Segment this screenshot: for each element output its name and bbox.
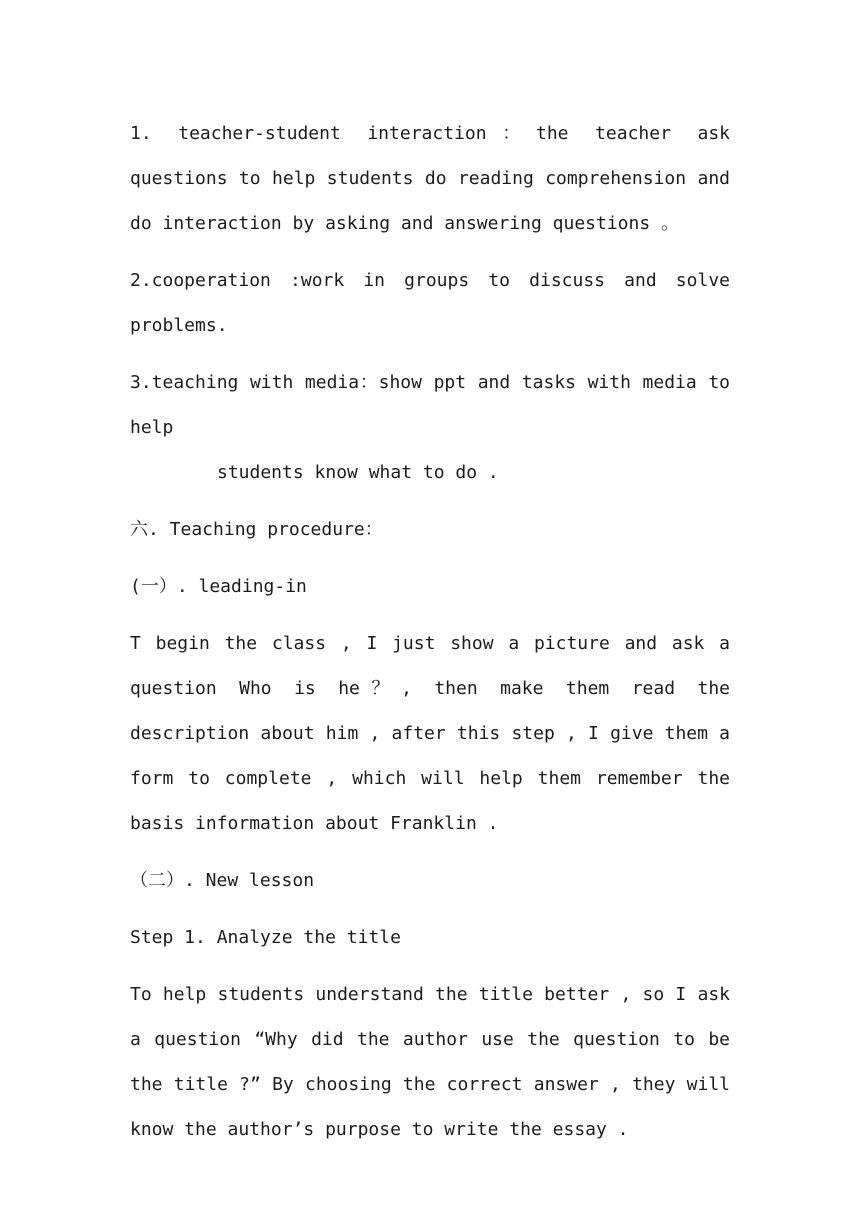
subsection-heading-new-lesson: （二）. New lesson <box>130 870 315 891</box>
paragraph-teaching-with-media: 3.teaching with media：show ppt and tasks with media to help <box>130 372 730 438</box>
paragraph-cooperation: 2.cooperation :work in groups to discuss and solve problems. <box>130 270 730 336</box>
indented-line: students know what to do . <box>217 462 499 483</box>
section-heading-teaching-procedure: 六. Teaching procedure： <box>130 519 383 540</box>
subsection-heading-leading-in: (一）. leading-in <box>130 576 307 597</box>
paragraph-teaching-with-media-continued <box>130 450 730 495</box>
paragraph-analyze-title: To help students understand the title better , so I ask a question “Why did the author use the question to be the title ?” By choosing the correct answer , they will know the author’s purpose to write the essay . <box>130 984 730 1140</box>
document-body <box>130 111 730 1164</box>
paragraph-leading-in: T begin the class , I just show a picture and ask a question Who is he？, then make them read the description about him , after this step , I give them a form to complete , which will help them remember the basis information about Franklin . <box>130 633 730 834</box>
paragraph-teacher-student-interaction: 1. teacher-student interaction：the teacher ask questions to help students do reading comprehension and do interaction by asking and answering questions 。 <box>130 123 730 234</box>
step-heading-analyze-title: Step 1. Analyze the title <box>130 927 401 948</box>
